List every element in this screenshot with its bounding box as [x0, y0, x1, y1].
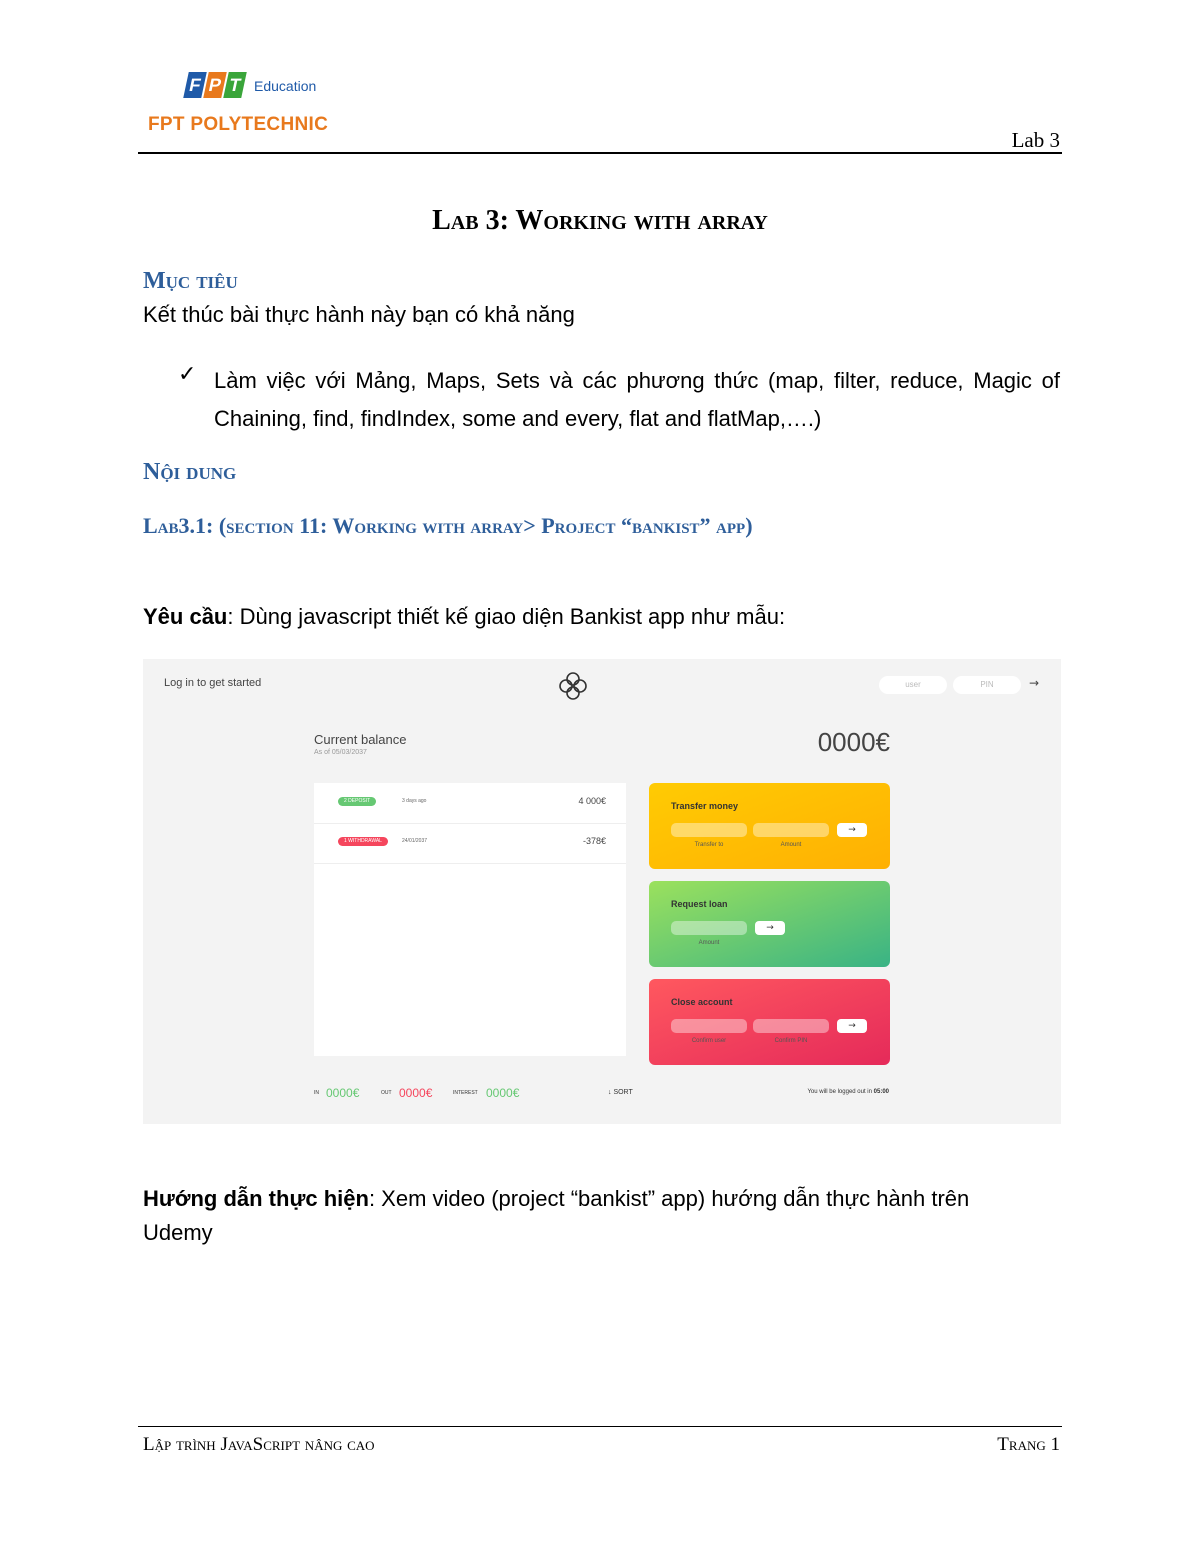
loan-amount-input[interactable]: [671, 921, 747, 935]
user-input[interactable]: user: [879, 676, 947, 694]
header-divider: [138, 152, 1062, 154]
objective-intro: Kết thúc bài thực hành này bạn có khả năng: [143, 302, 575, 327]
bankist-app-screenshot: [143, 659, 1061, 1124]
logo-school-name: FPT POLYTECHNIC: [148, 114, 329, 135]
timer-value: 05:00: [873, 1089, 889, 1095]
loan-title: Request loan: [671, 899, 728, 909]
close-account-panel: [649, 979, 890, 1065]
balance-date: As of 05/03/2037: [314, 749, 367, 756]
checkmark-icon: ✓: [178, 362, 197, 387]
movement-row: [314, 823, 626, 864]
movement-type-badge: 2 DEPOSIT: [338, 797, 376, 806]
confirm-pin-label: Confirm PIN: [774, 1038, 808, 1044]
pin-input[interactable]: PIN: [953, 676, 1021, 694]
movement-date: 24/01/2037: [402, 838, 428, 844]
requirement-label: Yêu cầu: [143, 604, 228, 629]
transfer-panel: [649, 783, 890, 869]
confirm-user-label: Confirm user: [691, 1038, 727, 1044]
requirement: [143, 604, 785, 630]
sort-button[interactable]: ↓ SORT: [608, 1089, 633, 1096]
summary-interest-label: INTEREST: [453, 1090, 478, 1096]
footer-course-name: Lập trình JavaScript nâng cao: [143, 1434, 375, 1455]
close-submit-button[interactable]: →: [837, 1019, 867, 1033]
confirm-pin-input[interactable]: [753, 1019, 829, 1033]
transfer-amount-input[interactable]: [753, 823, 829, 837]
movements-list: [314, 783, 626, 1056]
bankist-logo-icon: [556, 669, 590, 703]
fpt-letters: [186, 72, 244, 98]
loan-submit-button[interactable]: →: [755, 921, 785, 935]
logo-letter-f: F: [183, 72, 207, 98]
summary-in-value: 0000€: [326, 1086, 360, 1100]
loan-amount-label: Amount: [698, 940, 720, 946]
login-welcome-text: Log in to get started: [164, 677, 262, 689]
close-title: Close account: [671, 997, 733, 1007]
transfer-submit-button[interactable]: →: [837, 823, 867, 837]
movement-row: [314, 783, 626, 824]
movement-value: 4 000€: [578, 796, 606, 806]
balance-value: 0000€: [817, 727, 890, 757]
transfer-to-label: Transfer to: [694, 842, 724, 848]
guide: [143, 1182, 1043, 1250]
movement-value: -378€: [582, 836, 606, 846]
confirm-user-input[interactable]: [671, 1019, 747, 1033]
page-title: Lab 3: Working with array: [432, 205, 768, 236]
logo-education-text: Education: [254, 78, 317, 94]
objective-bullet-text: Làm việc với Mảng, Maps, Sets và các phương thức (map, filter, reduce, Magic of Chaining, find, findIndex, some and every, flat and flatMap,….): [214, 368, 1060, 431]
requirement-text: : Dùng javascript thiết kế giao diện Bankist app như mẫu:: [227, 604, 786, 629]
lab31-heading: Lab3.1: (section 11: Working with array> Project “bankist” app): [143, 513, 753, 538]
summary-interest-value: 0000€: [486, 1086, 520, 1100]
movement-type-badge: 1 WITHDRAWAL: [338, 837, 388, 846]
logo-letter-t: T: [223, 72, 247, 98]
footer-divider: [138, 1426, 1062, 1427]
summary-in-label: IN: [314, 1090, 319, 1096]
logout-timer: [781, 1089, 889, 1095]
fpt-education-logo: [148, 70, 368, 140]
footer-page-number: Trang 1: [997, 1434, 1060, 1455]
transfer-to-input[interactable]: [671, 823, 747, 837]
logo-letter-p: P: [203, 72, 227, 98]
guide-label: Hướng dẫn thực hiện: [143, 1186, 369, 1211]
balance-label: Current balance: [314, 732, 407, 747]
movement-date: 3 days ago: [402, 798, 427, 804]
content-heading: Nội dung: [143, 459, 237, 485]
timer-text: You will be logged out in: [807, 1089, 874, 1095]
transfer-title: Transfer money: [671, 801, 739, 811]
loan-panel: [649, 881, 890, 967]
guide-text: : Xem video (project “bankist” app) hướng dẫn thực hành trên Udemy: [143, 1186, 970, 1245]
header-lab-label: Lab 3: [1011, 128, 1060, 152]
login-arrow-button[interactable]: →: [1029, 676, 1040, 690]
summary-out-value: 0000€: [399, 1086, 433, 1100]
transfer-amount-label: Amount: [780, 842, 802, 848]
summary-out-label: OUT: [381, 1090, 392, 1096]
objective-heading: Mục tiêu: [143, 268, 238, 294]
